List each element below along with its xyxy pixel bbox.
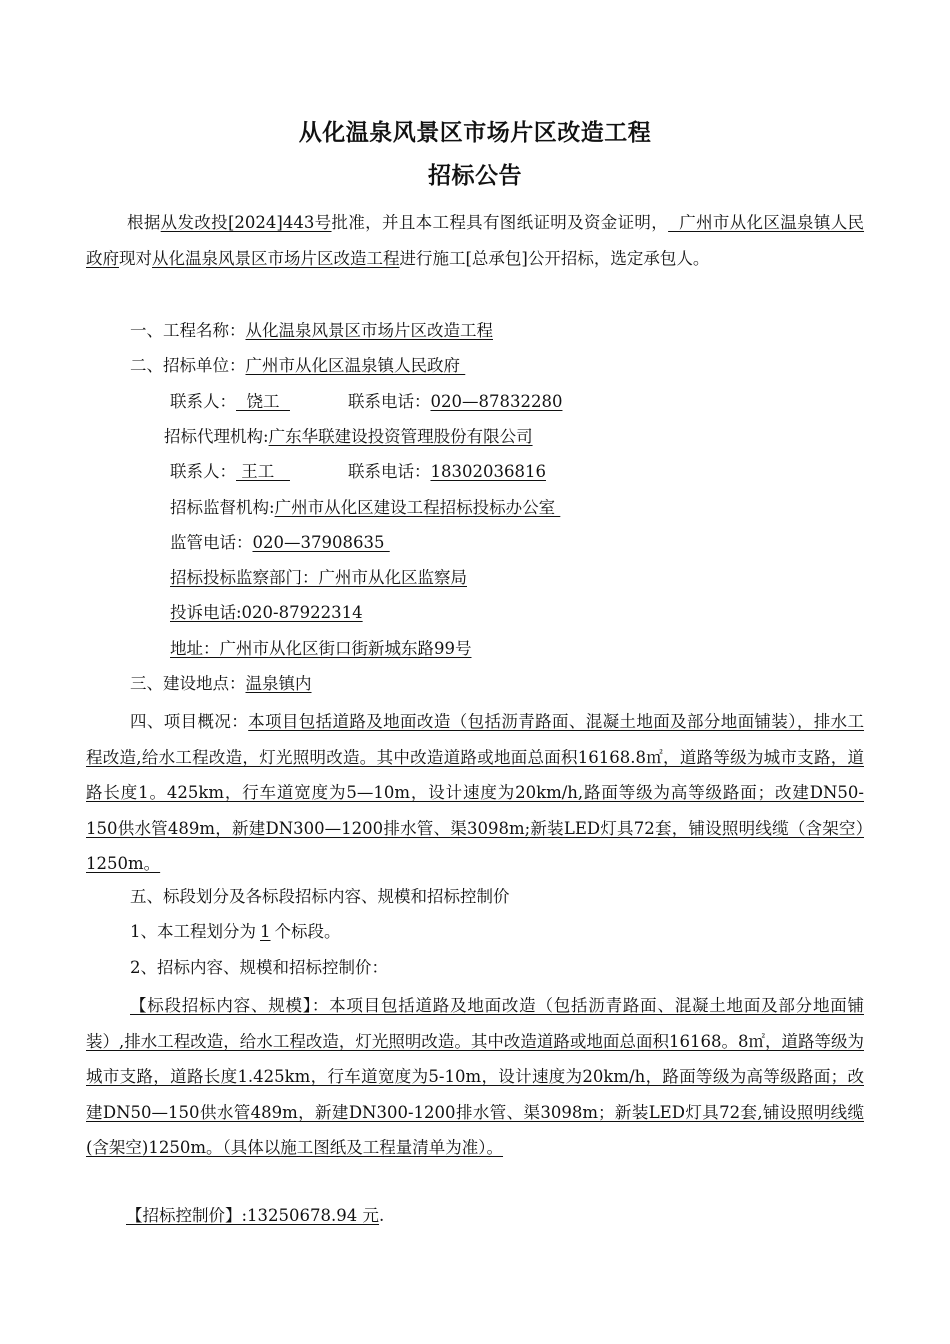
section-3-location — [130, 673, 312, 695]
section-4-overview — [86, 704, 864, 882]
lot-scope-paragraph: 【标段招标内容、规模】：本项目包括道路及地面改造（包括沥青路面、混凝土地面及部分地面铺装）,排水工程改造，给水工程改造，灯光照明改造。其中改造道路或地面总面积16168。8㎡，道路等级为城市支路，道路长度1.425km，行车道宽度为5-10m，设计速度为20km/h，路面等级为高等级路面；改建DN50—150供水管489m，新建DN300-1200排水管、渠3098m；新装LED灯具72套,铺设照明线缆(含架空)1250m。（具体以施工图纸及工程量清单为准）。 — [86, 996, 864, 1157]
supervision-phone-row — [170, 532, 390, 554]
section-5-heading: 五、标段划分及各标段招标内容、规模和招标控制价 — [130, 887, 510, 906]
contact-name: 饶工 — [236, 392, 290, 411]
project-name: 从化温泉风景区市场片区改造工程 — [152, 248, 400, 268]
intro-text-1: 根据 — [127, 213, 161, 232]
section-5-item-1 — [130, 921, 341, 943]
agency-contact-name: 王工 — [236, 462, 290, 481]
contact-phone-label: 联系电话： — [347, 392, 431, 411]
section-1-label: 一、工程名称： — [130, 321, 246, 340]
monitor-department: 招标投标监察部门：广州市从化区监察局 — [170, 568, 467, 587]
section-2-value: 广州市从化区温泉镇人民政府 — [245, 356, 466, 375]
agency-contact-label: 联系人： — [170, 462, 236, 481]
control-price-label: 【招标控制价】 — [126, 1206, 242, 1225]
section-1-value: 从化温泉风景区市场片区改造工程 — [245, 321, 493, 340]
item-1-text-c: 个标段。 — [274, 922, 341, 941]
contact-label: 联系人： — [170, 392, 236, 411]
section-4-label: 四、项目概况： — [130, 712, 249, 731]
lot-count: 1 — [260, 922, 271, 941]
complaint-phone: 投诉电话:020-87922314 — [170, 603, 363, 622]
section-3-value: 温泉镇内 — [245, 674, 312, 693]
supervision-phone-label: 监管电话： — [170, 533, 253, 552]
approval-number: 从发改投[2024]443号 — [160, 213, 332, 232]
intro-text-3: 现对 — [119, 248, 152, 268]
agency-row — [164, 426, 533, 448]
intro-text-4: 进行施工[总承包]公开招标，选定承包人。 — [399, 248, 710, 268]
section-2-label: 二、招标单位： — [130, 356, 246, 375]
control-price-value: :13250678.94 元 — [241, 1206, 380, 1225]
supervision-label: 招标监督机构: — [170, 498, 275, 517]
section-2-tenderer — [130, 355, 465, 377]
tender-owner: 广州市从化区温泉镇人民政府 — [86, 213, 865, 268]
document-title: 从化温泉风景区市场片区改造工程 — [298, 120, 652, 146]
section-3-label: 三、建设地点： — [130, 674, 246, 693]
address: 地址：广州市从化区街口街新城东路99号 — [170, 639, 472, 658]
control-price-row — [126, 1205, 384, 1227]
agency-phone: 18302036816 — [430, 462, 546, 481]
section-1-project-name — [130, 320, 493, 342]
supervision-name: 广州市从化区建设工程招标投标办公室 — [274, 498, 561, 517]
section-4-value: 本项目包括道路及地面改造（包括沥青路面、混凝土地面及部分地面铺装），排水工程改造,给水工程改造，灯光照明改造。其中改造道路或地面总面积16168.8㎡，道路等级为城市支路，道路长度1。425km，行车道宽度为5—10m，设计速度为20km/h,路面等级为高等级路面；改建DN50-150供水管489m，新建DN300—1200排水管、渠3098m;新装LED灯具72套，铺设照明线缆（含架空）1250m。 — [86, 712, 865, 873]
item-1-text-a: 1、本工程划分为 — [130, 922, 256, 941]
intro-paragraph — [86, 205, 864, 276]
control-price-end: . — [379, 1206, 385, 1225]
supervision-phone: 020—37908635 — [252, 533, 390, 552]
agency-name: 广东华联建设投资管理股份有限公司 — [268, 427, 533, 446]
agency-contact-row — [170, 461, 546, 483]
section-5-item-2: 2、招标内容、规模和招标控制价： — [130, 958, 388, 977]
contact-phone: 020—87832280 — [430, 392, 563, 411]
tenderer-contact-row — [170, 391, 562, 413]
agency-phone-label: 联系电话： — [347, 462, 431, 481]
agency-label: 招标代理机构: — [164, 427, 269, 446]
supervision-row — [170, 497, 560, 519]
intro-text-2: 批准，并且本工程具有图纸证明及资金证明， — [331, 213, 669, 232]
document-subtitle: 招标公告 — [428, 163, 522, 189]
